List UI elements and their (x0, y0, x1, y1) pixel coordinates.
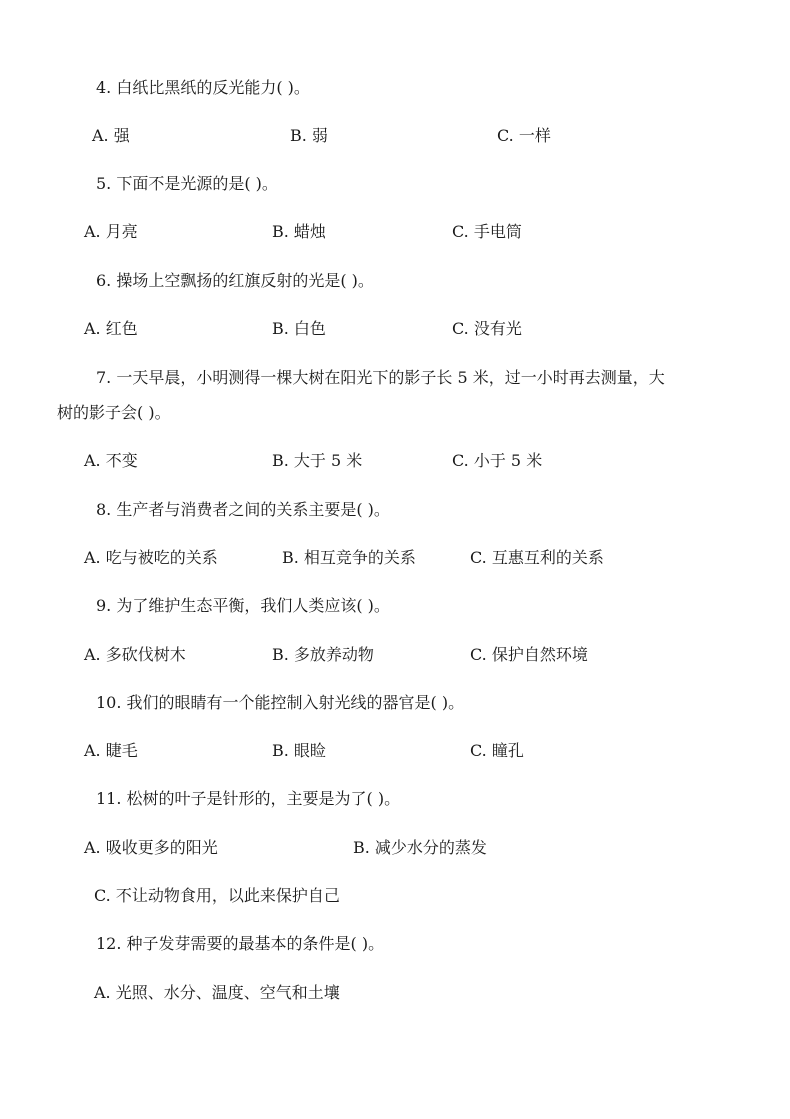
question-stem-line-1: 7. 一天早晨，小明测得一棵大树在阳光下的影子长 5 米，过一小时再去测量，大 (96, 368, 665, 387)
option-b: B. 眼睑 (272, 741, 326, 760)
option-a: A. 月亮 (84, 222, 138, 241)
option-a: A. 吃与被吃的关系 (84, 548, 218, 567)
option-b: B. 蜡烛 (272, 222, 326, 241)
option-c: C. 小于 5 米 (452, 451, 543, 470)
option-a: A. 不变 (84, 451, 138, 470)
question-stem: 10. 我们的眼睛有一个能控制入射光线的器官是( )。 (96, 693, 465, 712)
option-c: C. 保护自然环境 (470, 645, 588, 664)
option-b: B. 多放养动物 (272, 645, 374, 664)
question-stem: 9. 为了维护生态平衡，我们人类应该( )。 (96, 596, 390, 615)
option-a: A. 光照、水分、温度、空气和土壤 (94, 983, 340, 1002)
question-stem: 11. 松树的叶子是针形的，主要是为了( )。 (96, 789, 401, 808)
question-stem: 5. 下面不是光源的是( )。 (96, 174, 278, 193)
option-b: B. 大于 5 米 (272, 451, 363, 470)
option-c: C. 互惠互利的关系 (470, 548, 604, 567)
option-b: B. 减少水分的蒸发 (353, 838, 487, 857)
option-c: C. 没有光 (452, 319, 522, 338)
option-a: A. 多砍伐树木 (84, 645, 186, 664)
option-b: B. 弱 (290, 126, 328, 145)
option-c: C. 手电筒 (452, 222, 522, 241)
question-stem: 8. 生产者与消费者之间的关系主要是( )。 (96, 500, 390, 519)
option-a: A. 强 (92, 126, 130, 145)
option-b: B. 白色 (272, 319, 326, 338)
option-a: A. 睫毛 (84, 741, 138, 760)
question-stem: 6. 操场上空飘扬的红旗反射的光是( )。 (96, 271, 374, 290)
option-c: C. 一样 (497, 126, 551, 145)
question-stem: 4. 白纸比黑纸的反光能力( )。 (96, 78, 310, 97)
question-stem: 12. 种子发芽需要的最基本的条件是( )。 (96, 934, 385, 953)
option-b: B. 相互竞争的关系 (282, 548, 416, 567)
option-c: C. 不让动物食用，以此来保护自己 (94, 886, 340, 905)
question-stem-line-2: 树的影子会( )。 (57, 403, 171, 422)
option-c: C. 瞳孔 (470, 741, 524, 760)
option-a: A. 吸收更多的阳光 (84, 838, 218, 857)
option-a: A. 红色 (84, 319, 138, 338)
